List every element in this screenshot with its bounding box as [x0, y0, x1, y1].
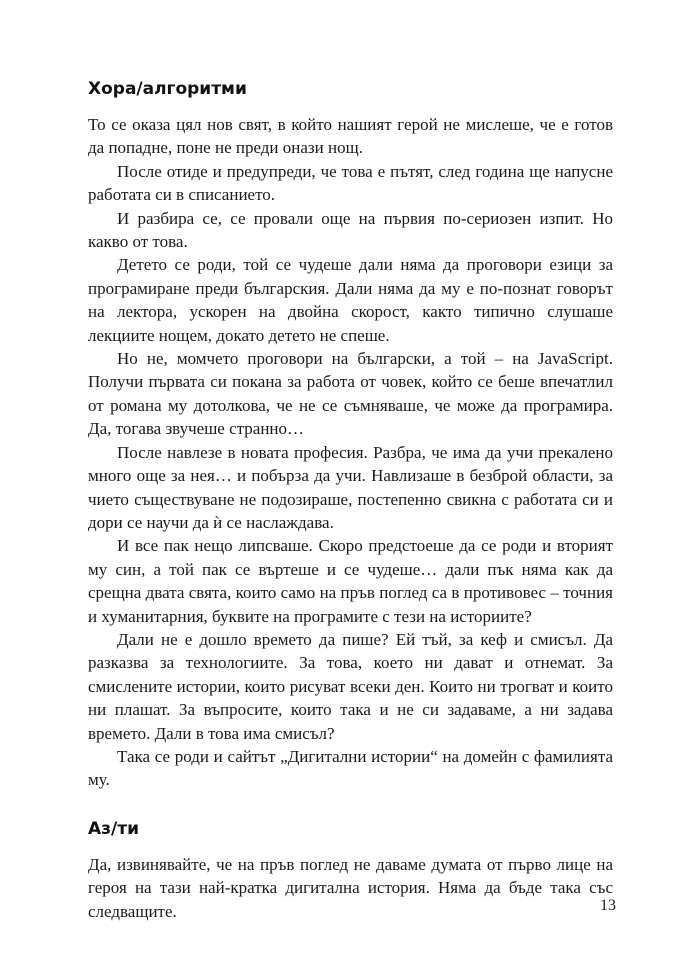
- paragraph: После отиде и предупреди, че това е пътят, след година ще напусне работата си в списанието.: [88, 161, 613, 205]
- paragraph: Така се роди и сайтът „Дигитални истории“ на домейн с фамилията му.: [88, 746, 613, 790]
- page-number: 13: [600, 897, 616, 914]
- page-body: [88, 78, 613, 923]
- paragraph: Но не, момчето проговори на български, а той – на JavaScript. Получи първата си покана за работа от човек, който се беше впечатлил от романа му дотолкова, че не се съмняваше, че може да програмира. Да, тогава звучеше странно…: [88, 349, 613, 439]
- paragraph: И разбира се, се провали още на първия по-сериозен изпит. Но какво от това.: [88, 208, 613, 252]
- paragraph: Да, извинявайте, че на пръв поглед не даваме думата от първо лице на героя на тази най-кратка дигитална история. Няма да бъде така със следващите.: [88, 854, 613, 921]
- section-heading: Хора/алгоритми: [88, 79, 247, 99]
- paragraph: После навлезе в новата професия. Разбра, че има да учи прекалено много още за нея… и побърза да учи. Навлизаше в безброй области, за чието съществуване не подозираше, постепенно свикна с работата си и дори се научи да ѝ се наслаждава.: [88, 442, 613, 532]
- paragraph: То се оказа цял нов свят, в който нашият герой не мислеше, че е готов да попадне, поне не преди онази нощ.: [88, 115, 613, 158]
- paragraph: И все пак нещо липсваше. Скоро предстоеше да се роди и вторият му син, а той пак се въртеше и се чудеше… дали пък няма как да срещна двата свята, които само на пръв поглед са в противовес – точния и хуманитарния, буквите на програмите с тези на историите?: [88, 536, 613, 626]
- section-heading: Аз/ти: [88, 818, 140, 839]
- paragraph: Детето се роди, той се чудеше дали няма да проговори езици за програмиране преди българския. Дали няма да му е по-познат говорът на лектора, ускорен на двойна скорост, както типично слушаше лекциите нощем, докато детето не спеше.: [88, 255, 613, 345]
- paragraph: Дали не е дошло времето да пише? Ей тъй, за кеф и смисъл. Да разказва за технологиите. За това, което ни дават и отнемат. За смислените истории, които рисуват всеки ден. Които ни трогват и които ни плашат. За въпросите, които така и не си задаваме, а ни задава времето. Дали в това има смисъл?: [88, 629, 613, 743]
